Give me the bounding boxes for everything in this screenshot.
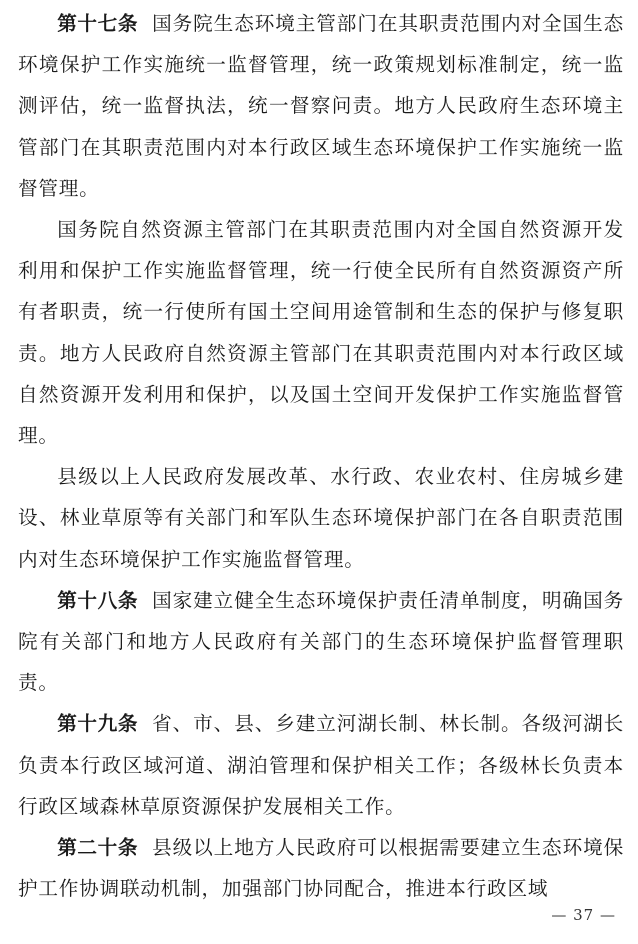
paragraph-article-19	[18, 703, 624, 827]
paragraph-text: 国务院自然资源主管部门在其职责范围内对全国自然资源开发利用和保护工作实施监督管理，统一行使全民所有自然资源资产所有者职责，统一行使所有国土空间用途管制和生态的保护与修复职责。地方人民政府自然资源主管部门在其职责范围内对本行政区域自然资源开发利用和保护，以及国土空间开发保护工作实施监督管理。	[18, 218, 624, 448]
article-heading: 第二十条	[57, 836, 139, 860]
paragraph-text: 国务院生态环境主管部门在其职责范围内对全国生态环境保护工作实施统一监督管理，统一政策规划标准制定，统一监测评估，统一监督执法，统一督察问责。地方人民政府生态环境主管部门在其职责范围内对本行政区域生态环境保护工作实施统一监督管理。	[18, 12, 625, 200]
paragraph-article-18	[18, 580, 624, 704]
paragraph-text: 县级以上人民政府发展改革、水行政、农业农村、住房城乡建设、林业草原等有关部门和军队生态环境保护部门在各自职责范围内对生态环境保护工作实施监督管理。	[18, 465, 624, 571]
paragraph-text: 县级以上地方人民政府可以根据需要建立生态环境保护工作协调联动机制，加强部门协同配合，推进本行政区域	[18, 836, 625, 901]
article-heading: 第十七条	[57, 12, 139, 35]
paragraph-article-20	[18, 827, 624, 909]
paragraph-article-17-clause-2	[18, 209, 624, 456]
paragraph-text: 省、市、县、乡建立河湖长制、林长制。各级河湖长负责本行政区域河道、湖泊管理和保护相关工作；各级林长负责本行政区域森林草原资源保护发展相关工作。	[18, 712, 625, 818]
page-number: — 37 —	[551, 906, 616, 924]
paragraph-article-17-clause-3	[18, 456, 624, 580]
document-page	[18, 3, 624, 909]
paragraph-article-17	[18, 3, 624, 209]
article-heading: 第十九条	[57, 712, 139, 736]
paragraph-text: 国家建立健全生态环境保护责任清单制度，明确国务院有关部门和地方人民政府有关部门的生态环境保护监督管理职责。	[18, 588, 625, 695]
article-heading: 第十八条	[57, 588, 139, 612]
